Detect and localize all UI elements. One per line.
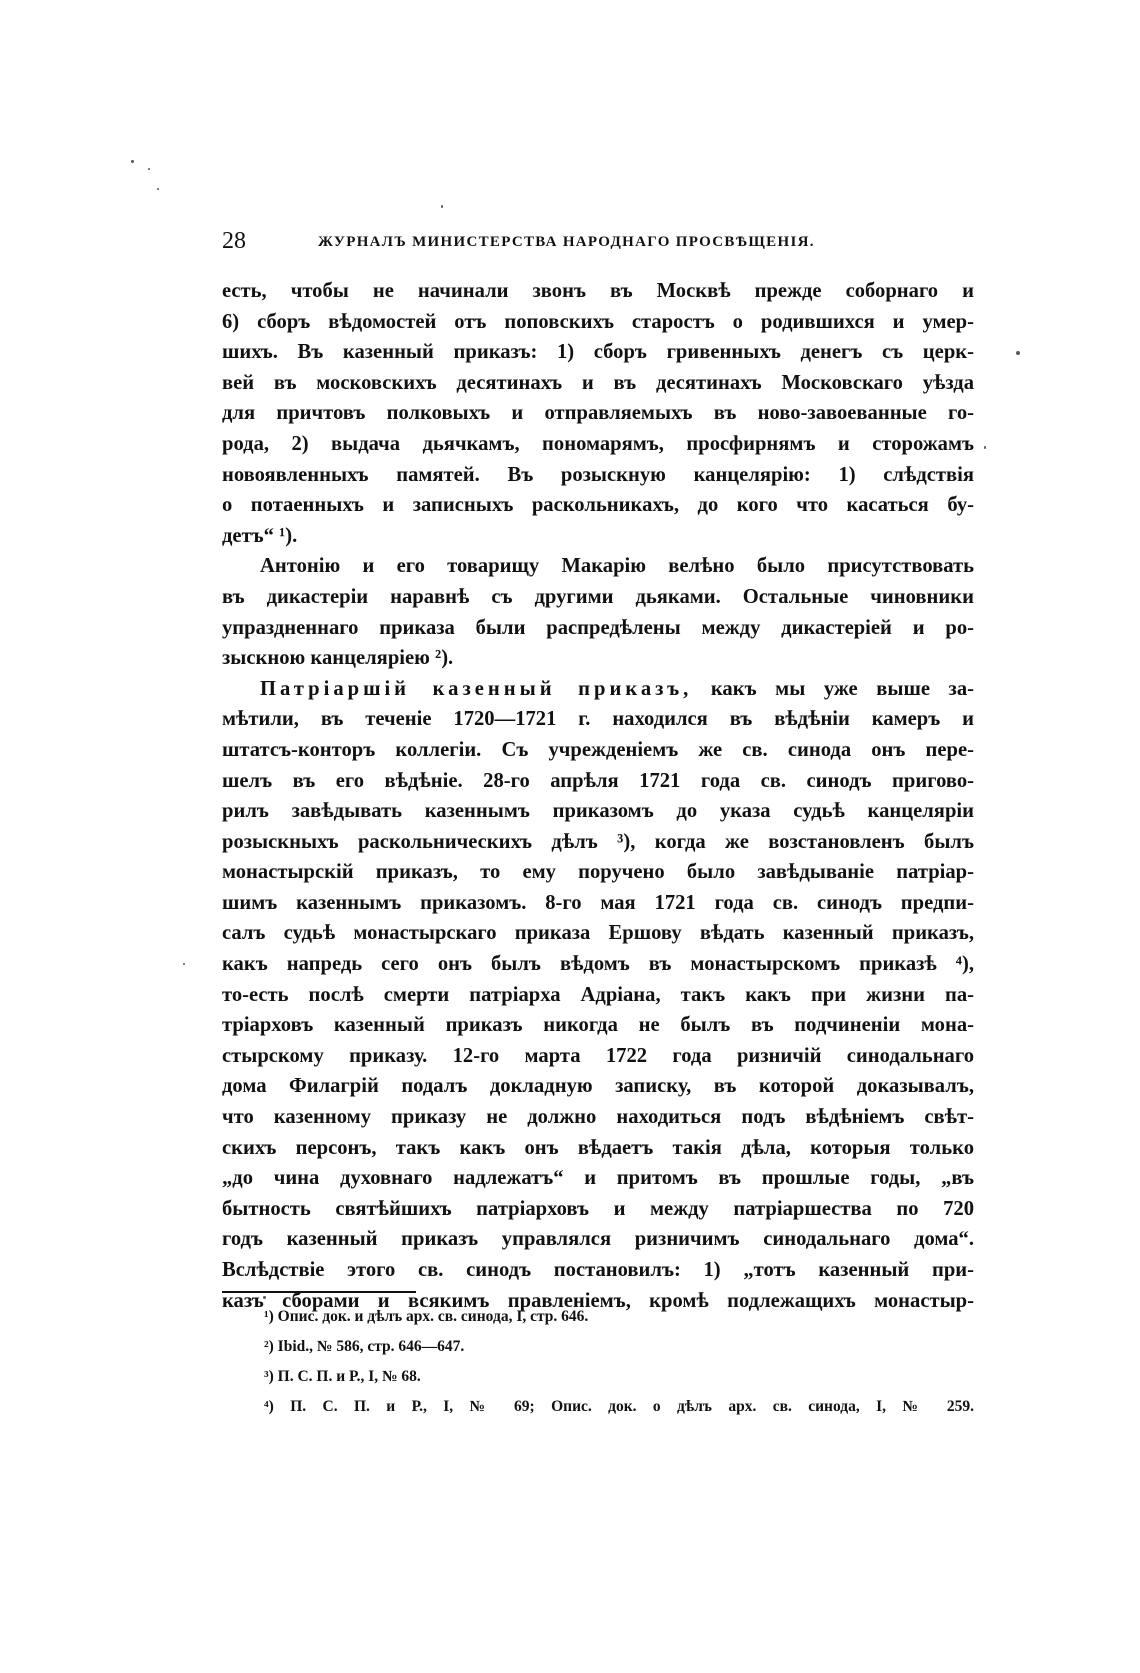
spaced-heading: Патріаршій казенный приказъ, — [260, 677, 693, 700]
text-line: детъ“ ¹). — [222, 524, 298, 547]
paragraph-2 — [222, 551, 974, 673]
text-line: шимъ казеннымъ приказомъ. 8-го мая 1721 года св. синодъ предпи- — [222, 891, 974, 914]
text-line: вей въ московскихъ десятинахъ и въ десятинахъ Московскаго уѣзда — [222, 371, 974, 394]
running-title: ЖУРНАЛЪ МИНИСТЕРСТВА НАРОДНАГО ПРОСВѢЩЕНІЯ. — [318, 234, 815, 250]
text-line: Антонію и его товарищу Макарію велѣно было присутствовать — [260, 555, 974, 578]
page-header — [222, 226, 974, 256]
text-line: о потаенныхъ и записныхъ раскольникахъ, до кого что касаться бу- — [222, 494, 974, 517]
text-line: шелъ въ его вѣдѣніе. 28-го апрѣля 1721 года св. синодъ пригово- — [222, 769, 974, 792]
text-line: въ дикастеріи наравнѣ съ другими дьяками. Остальные чиновники — [222, 585, 974, 608]
footnotes — [264, 1302, 974, 1422]
scan-speck — [157, 188, 159, 190]
lead-rest: какъ мы уже выше за- — [710, 677, 974, 700]
text-line: рода, 2) выдача дьячкамъ, пономарямъ, просфирнямъ и сторожамъ — [222, 432, 974, 455]
text-line: стырскому приказу. 12-го марта 1722 года ризничій синодальнаго — [222, 1044, 974, 1067]
scan-speck — [1016, 351, 1020, 355]
text-line: зыскною канцеляріею ²). — [222, 647, 454, 670]
text-line-lead — [222, 674, 974, 705]
text-line: штатсъ-конторъ коллегіи. Съ учрежденіемъ же св. синода онъ пере- — [222, 738, 974, 761]
text-line: салъ судьѣ монастырскаго приказа Ершову вѣдать казенный приказъ, — [222, 922, 974, 945]
scan-speck — [183, 963, 185, 965]
text-line: годъ казенный приказъ управлялся ризничимъ синодальнаго дома“. — [222, 1228, 974, 1251]
text-line: монастырскій приказъ, то ему поручено было завѣдываніе патріар- — [222, 861, 974, 884]
paragraph-1 — [222, 276, 974, 551]
text-line: что казенному приказу не должно находиться подъ вѣдѣніемъ свѣт- — [222, 1106, 974, 1129]
scan-speck — [131, 160, 134, 163]
body-text — [222, 276, 974, 1316]
page-number: 28 — [222, 228, 246, 254]
text-line: казъ сборами и всякимъ правленіемъ, кромѣ подлежащихъ монастыр- — [222, 1289, 974, 1312]
text-line: дома Филагрій подалъ докладную записку, въ которой доказывалъ, — [222, 1075, 974, 1098]
footnote-4: ⁴) П. С. П. и Р., I, № 69; Опис. док. о дѣлъ арх. св. синода, I, № 259. — [264, 1398, 974, 1415]
scan-speck — [984, 446, 986, 449]
scan-speck — [148, 168, 150, 170]
text-line: розыскныхъ раскольническихъ дѣлъ ³), когда же возстановленъ былъ — [222, 830, 974, 853]
text-line: тріарховъ казенный приказъ никогда не былъ въ подчиненіи мона- — [222, 1014, 974, 1037]
text-line: „до чина духовнаго надлежатъ“ и притомъ въ прошлые годы, „въ — [222, 1167, 974, 1190]
text-line: для причтовъ полковыхъ и отправляемыхъ въ ново-завоеванные го- — [222, 402, 974, 425]
text-line: есть, чтобы не начинали звонъ въ Москвѣ прежде соборнаго и — [222, 280, 974, 302]
text-line: какъ напредь сего онъ былъ вѣдомъ въ монастырскомъ приказѣ ⁴), — [222, 953, 974, 976]
footnote-1: ¹) Опис. док. и дѣлъ арх. св. синода, I, стр. 646. — [264, 1308, 589, 1325]
text-line: 6) сборъ вѣдомостей отъ поповскихъ старостъ о родившихся и умер- — [222, 310, 974, 333]
scan-speck — [441, 205, 443, 208]
text-line: Вслѣдствіе этого св. синодъ постановилъ: 1) „тотъ казенный при- — [222, 1259, 974, 1281]
text-line: шихъ. Въ казенный приказъ: 1) сборъ гривенныхъ денегъ съ церк- — [222, 341, 974, 364]
text-line: бытность святѣйшихъ патріарховъ и между патріаршества по 720 — [222, 1197, 974, 1220]
text-line: скихъ персонъ, такъ какъ онъ вѣдаетъ такія дѣла, которыя только — [222, 1136, 974, 1159]
text-line: новоявленныхъ памятей. Въ розыскную канцелярію: 1) слѣдствія — [222, 463, 974, 486]
footnote-3: ³) П. С. П. и Р., I, № 68. — [264, 1368, 421, 1385]
paragraph-3 — [222, 674, 974, 1316]
text-line: то-есть послѣ смерти патріарха Адріана, такъ какъ при жизни па- — [222, 983, 974, 1006]
text-line: упраздненнаго приказа были распредѣлены между дикастеріей и ро- — [222, 616, 974, 639]
footnote-rule — [222, 1291, 416, 1293]
footnote-2: ²) Ibid., № 586, стр. 646—647. — [264, 1338, 465, 1355]
text-line: рилъ завѣдывать казеннымъ приказомъ до указа судьѣ канцеляріи — [222, 800, 974, 823]
text-line: мѣтили, въ теченіе 1720—1721 г. находился въ вѣдѣніи камеръ и — [222, 708, 974, 731]
